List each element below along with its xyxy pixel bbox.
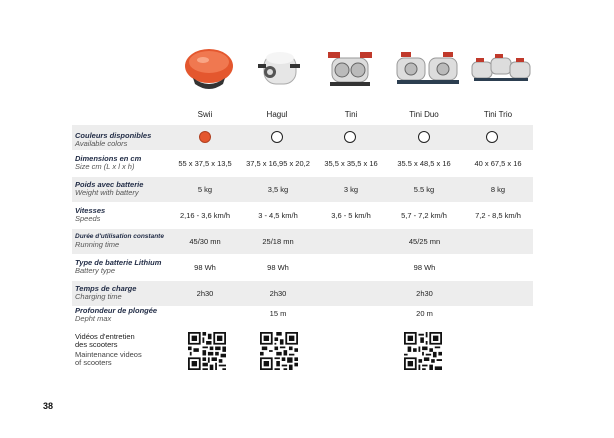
row-label-speed [75, 207, 105, 223]
label-en: Size cm (L x l x h) [75, 162, 135, 171]
charge-swii: 2h30 [196, 289, 214, 298]
row-label-charge [75, 285, 136, 301]
row-label-colors [75, 132, 151, 148]
qr-code-icon[interactable] [260, 332, 298, 370]
label-fr: Couleurs disponibles [75, 131, 152, 140]
label-en-line1: Maintenance videos [75, 350, 142, 359]
qr-code-icon[interactable] [404, 332, 442, 370]
label-en: Charging time [75, 292, 122, 301]
label-en: Battery type [75, 266, 116, 275]
row-runtime [72, 229, 533, 254]
label-en: Depht max [75, 314, 112, 323]
weight-tini-trio: 8 kg [490, 185, 506, 194]
speed-tini-trio: 7,2 - 8,5 km/h [475, 211, 521, 220]
label-fr-line1: Vidéos d'entretien [75, 332, 135, 341]
battery-tini-range: 98 Wh [413, 263, 436, 272]
tini-scooter-icon [320, 38, 380, 100]
label-fr: Temps de charge [75, 284, 137, 293]
dimensions-tini-trio: 40 x 67,5 x 16 [474, 159, 522, 168]
battery-swii: 98 Wh [194, 263, 216, 272]
tini-trio-scooter-icon [470, 38, 532, 100]
row-label-battery [75, 259, 161, 275]
dimensions-swii: 55 x 37,5 x 13,5 [178, 159, 232, 168]
charge-hagul: 2h30 [269, 289, 287, 298]
speed-hagul: 3 - 4,5 km/h [258, 211, 298, 220]
product-name-swii: Swii [197, 110, 213, 119]
row-label-runtime [75, 233, 164, 249]
row-label-videos [75, 333, 142, 367]
product-name-tini-duo: Tini Duo [409, 110, 439, 119]
row-label-weight [75, 181, 143, 197]
weight-hagul: 3,5 kg [267, 185, 289, 194]
speed-tini: 3,6 - 5 km/h [331, 211, 371, 220]
row-speed [72, 203, 533, 228]
orange-board-scooter-icon [179, 38, 239, 100]
speed-tini-duo: 5,7 - 7,2 km/h [401, 211, 447, 220]
weight-tini-duo: 5.5 kg [413, 185, 435, 194]
row-charge [72, 281, 533, 306]
color-swatch-white [486, 131, 498, 143]
charge-tini-range: 2h30 [416, 289, 433, 298]
runtime-tini-range: 45/25 mn [408, 237, 441, 246]
row-videos [72, 330, 533, 374]
runtime-hagul: 25/18 mn [262, 237, 294, 246]
label-fr: Poids avec batterie [75, 180, 144, 189]
color-swatch-white [344, 131, 356, 143]
white-scooter-icon [250, 38, 310, 100]
row-colors [72, 125, 533, 150]
label-fr: Durée d'utilisation constante [75, 233, 164, 240]
row-dimensions [72, 151, 533, 176]
depth-tini-range: 20 m [416, 309, 433, 318]
row-weight [72, 177, 533, 202]
weight-tini: 3 kg [343, 185, 359, 194]
label-fr-line2: des scooters [75, 340, 118, 349]
speed-swii: 2,16 - 3,6 km/h [179, 211, 231, 220]
color-swatch-white [271, 131, 283, 143]
row-battery [72, 255, 533, 280]
label-en: Available colors [75, 139, 128, 148]
label-en-line2: of scooters [75, 358, 112, 367]
product-name-tini-trio: Tini Trio [483, 110, 513, 119]
qr-code-icon[interactable] [188, 332, 226, 370]
product-name-tini: Tini [344, 110, 358, 119]
dimensions-tini-duo: 35.5 x 48,5 x 16 [397, 159, 451, 168]
battery-hagul: 98 Wh [267, 263, 289, 272]
label-en: Speeds [75, 214, 101, 223]
label-en: Running time [75, 240, 120, 249]
depth-hagul: 15 m [269, 309, 287, 318]
row-label-depth [75, 307, 157, 323]
label-fr: Profondeur de plongée [75, 306, 158, 315]
dimensions-hagul: 37,5 x 16,95 x 20,2 [246, 159, 310, 168]
dimensions-tini: 35,5 x 35,5 x 16 [324, 159, 378, 168]
color-swatch-orange [199, 131, 211, 143]
label-en: Weight with battery [75, 188, 139, 197]
runtime-swii: 45/30 mn [189, 237, 221, 246]
label-fr: Vitesses [75, 206, 106, 215]
tini-duo-scooter-icon [393, 38, 463, 100]
weight-swii: 5 kg [197, 185, 213, 194]
label-fr: Dimensions en cm [75, 154, 142, 163]
color-swatch-white [418, 131, 430, 143]
page-number: 38 [43, 401, 54, 411]
row-depth [72, 307, 533, 332]
product-name-hagul: Hagul [266, 110, 288, 119]
label-fr: Type de batterie Lithium [75, 258, 162, 267]
row-label-dimensions [75, 155, 141, 171]
